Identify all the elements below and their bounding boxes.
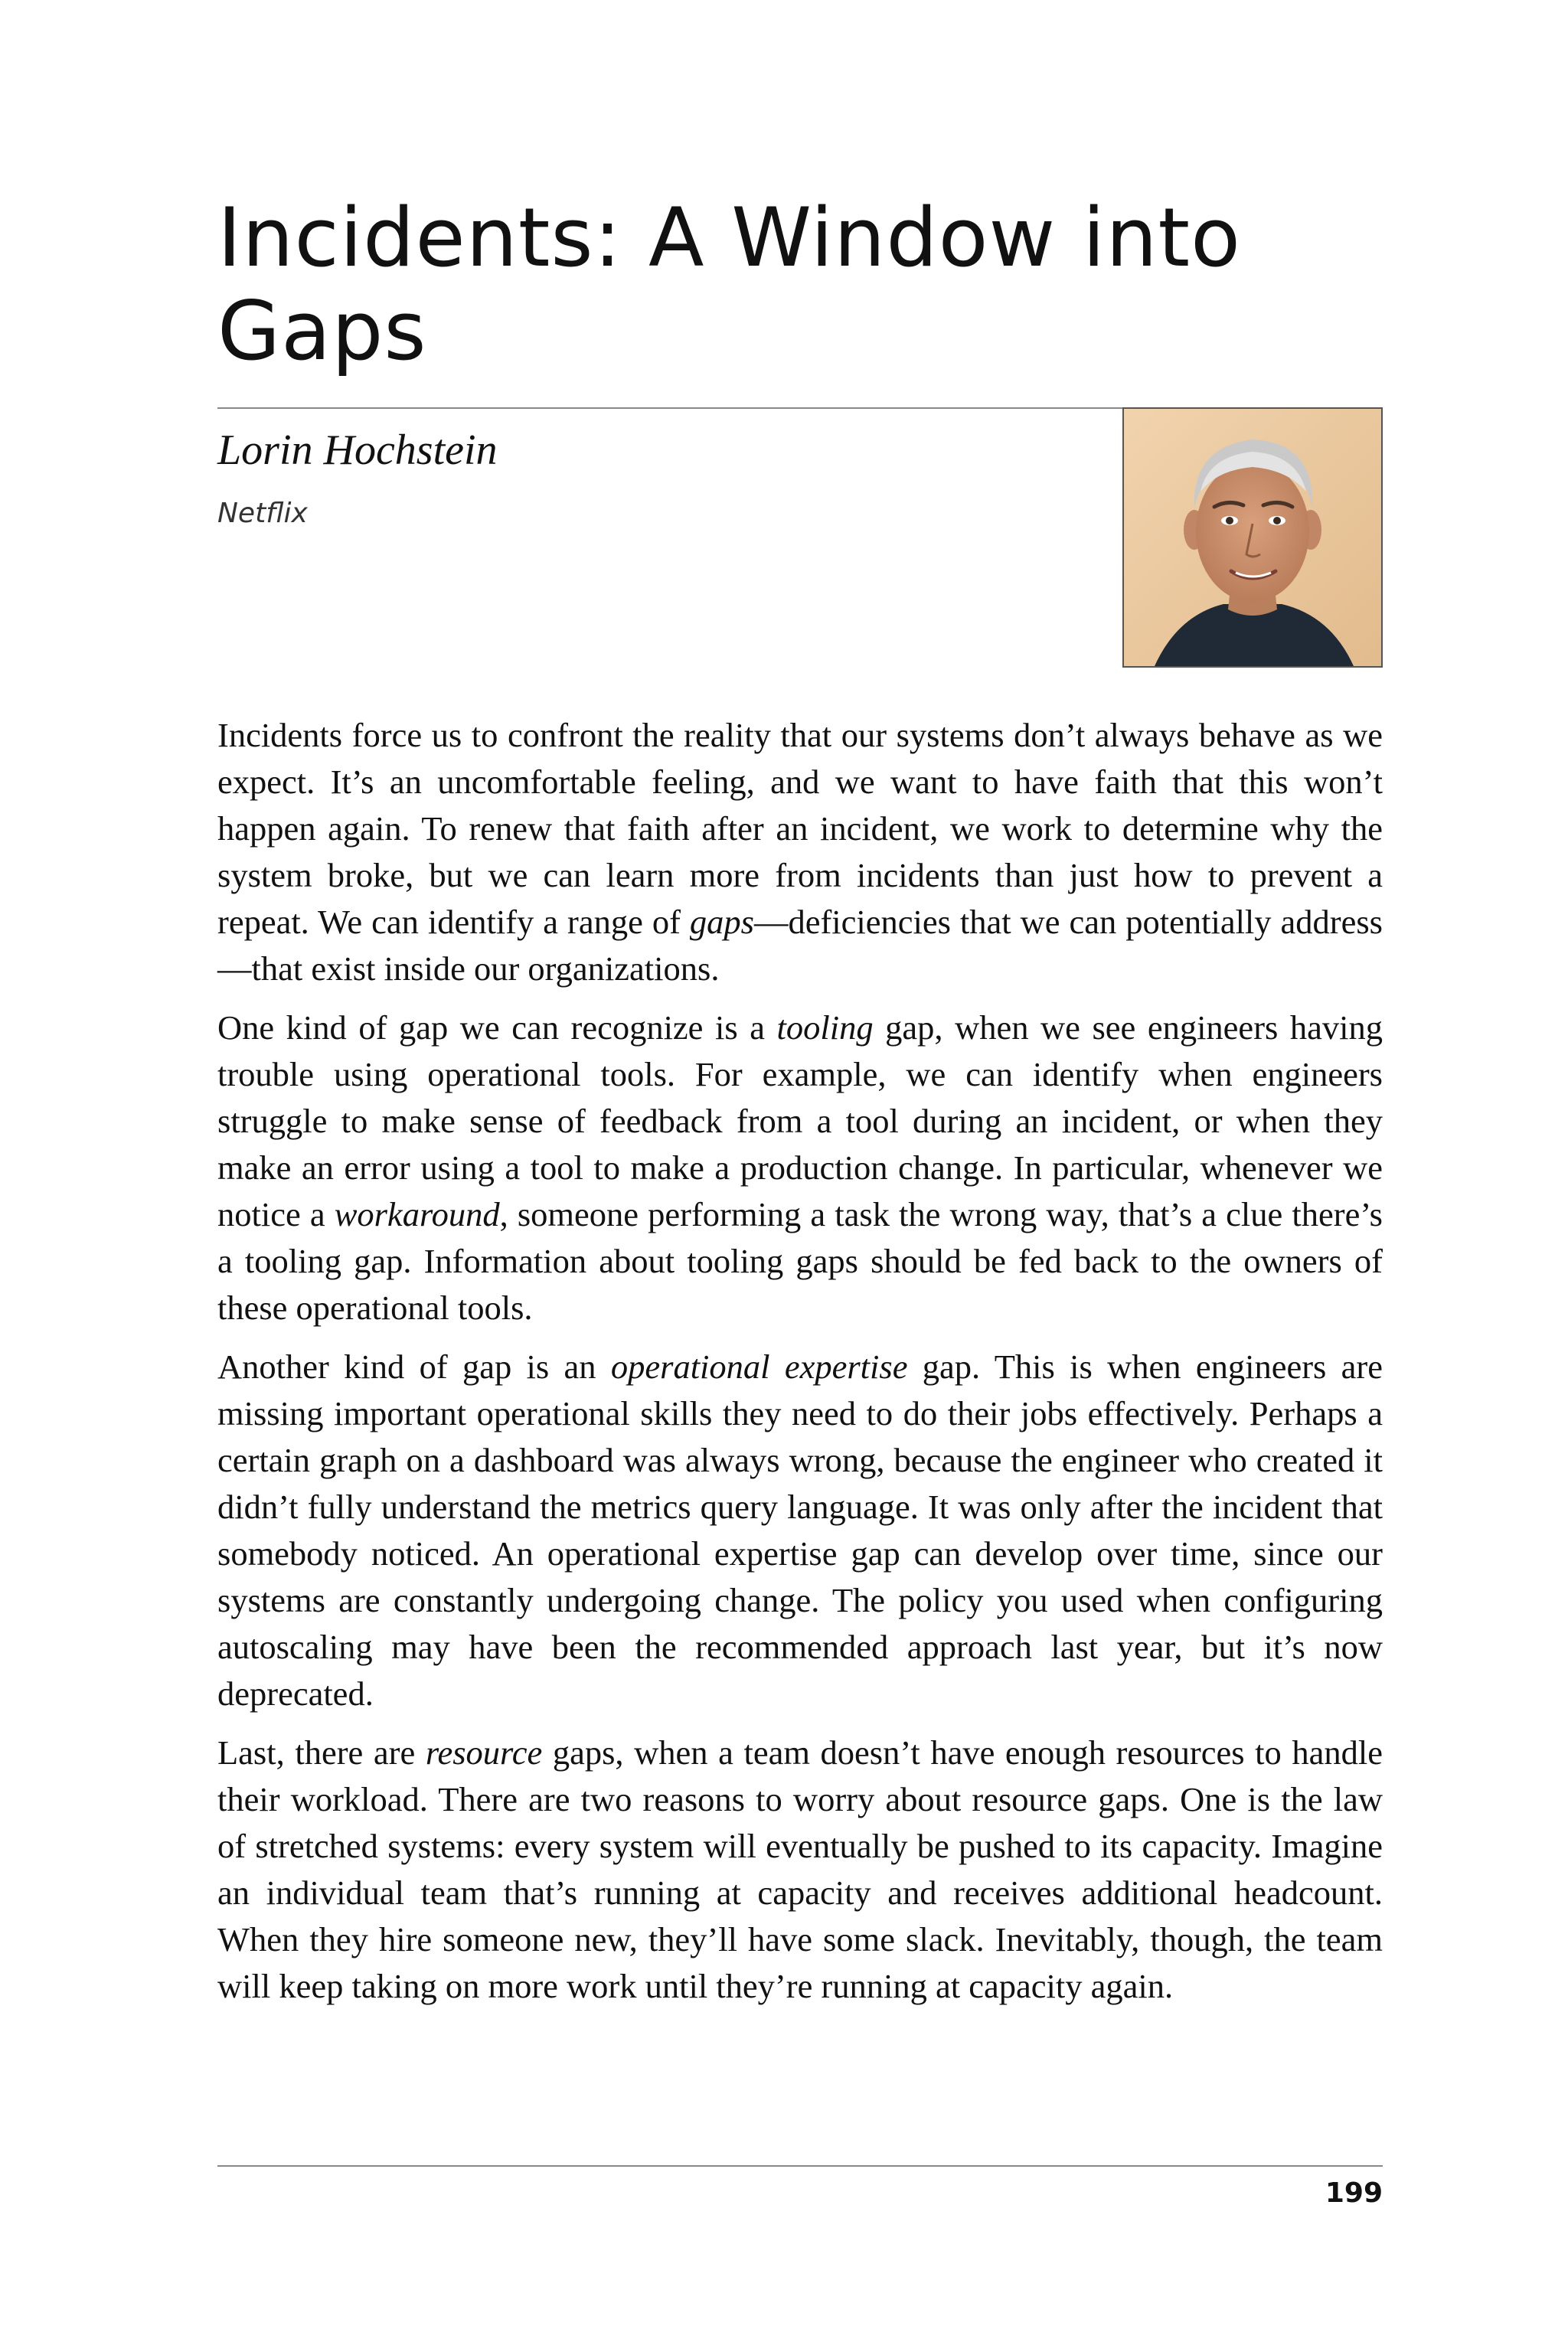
emphasized-term: operational expertise <box>610 1348 908 1386</box>
emphasized-term: resource <box>425 1733 543 1772</box>
chapter-title: Incidents: A Window into Gaps <box>217 191 1241 378</box>
body-paragraph-1 <box>217 712 1383 992</box>
text-run: gap. This is when engineers are missing important operational skills they need to do their jobs effectively. Perhaps a certain graph on a dashboard was always wrong, because the engineer who created it didn’t fully understand the metrics query language. It was only after the incident that somebody noticed. An operational expertise gap can develop over time, since our systems are constantly undergoing change. The policy you used when configuring autoscaling may have been the recommended approach last year, but it’s now deprecated. <box>217 1348 1383 1713</box>
text-run: , someone performing a task the wrong way, that’s a clue there’s a tooling gap. Information about tooling gaps should be fed back to the owners of these operational tools. <box>217 1195 1383 1327</box>
author-affiliation: Netflix <box>217 498 308 529</box>
emphasized-term: workaround <box>334 1195 500 1233</box>
body-paragraph-3 <box>217 1344 1383 1717</box>
text-run: —deficiencies that we can potentially address—that exist inside our organizations. <box>217 903 1383 988</box>
chapter-body <box>217 712 1383 2022</box>
emphasized-term: tooling <box>776 1008 874 1047</box>
text-run: gaps, when a team doesn’t have enough resources to handle their workload. There are two reasons to worry about resource gaps. One is the law of stretched systems: every system will eventually be pushed to its capacity. Imagine an individual team that’s running at capacity and receives additional headcount. When they hire someone new, they’ll have some slack. Inevitably, though, the team will keep taking on more work until they’re running at capacity again. <box>217 1733 1383 2005</box>
body-paragraph-2 <box>217 1004 1383 1331</box>
text-run: Another kind of gap is an <box>217 1348 611 1386</box>
text-run: Incidents force us to confront the reality that our systems don’t always behave as we expect. It’s an uncomfortable feeling, and we want to have faith that this won’t happen again. To renew that faith after an incident, we work to determine why the system broke, but we can learn more from incidents than just how to prevent a repeat. We can identify a range of <box>217 716 1383 941</box>
emphasized-term: gaps <box>689 903 754 941</box>
body-paragraph-4 <box>217 1730 1383 2010</box>
author-portrait-drawing <box>1124 409 1381 666</box>
text-run: One kind of gap we can recognize is a <box>217 1008 777 1047</box>
author-portrait-icon <box>1122 407 1383 668</box>
title-divider <box>217 407 1122 409</box>
page-number: 199 <box>1325 2177 1383 2209</box>
footer-divider <box>217 2165 1383 2167</box>
text-run: Last, there are <box>217 1733 426 1772</box>
author-name: Lorin Hochstein <box>217 426 498 474</box>
text-run: gap, when we see engineers having trouble using operational tools. For example, we can identify when engineers struggle to make sense of feedback from a tool during an incident, or when they make an error using a tool to make a production change. In particular, whenever we notice a <box>217 1008 1383 1233</box>
